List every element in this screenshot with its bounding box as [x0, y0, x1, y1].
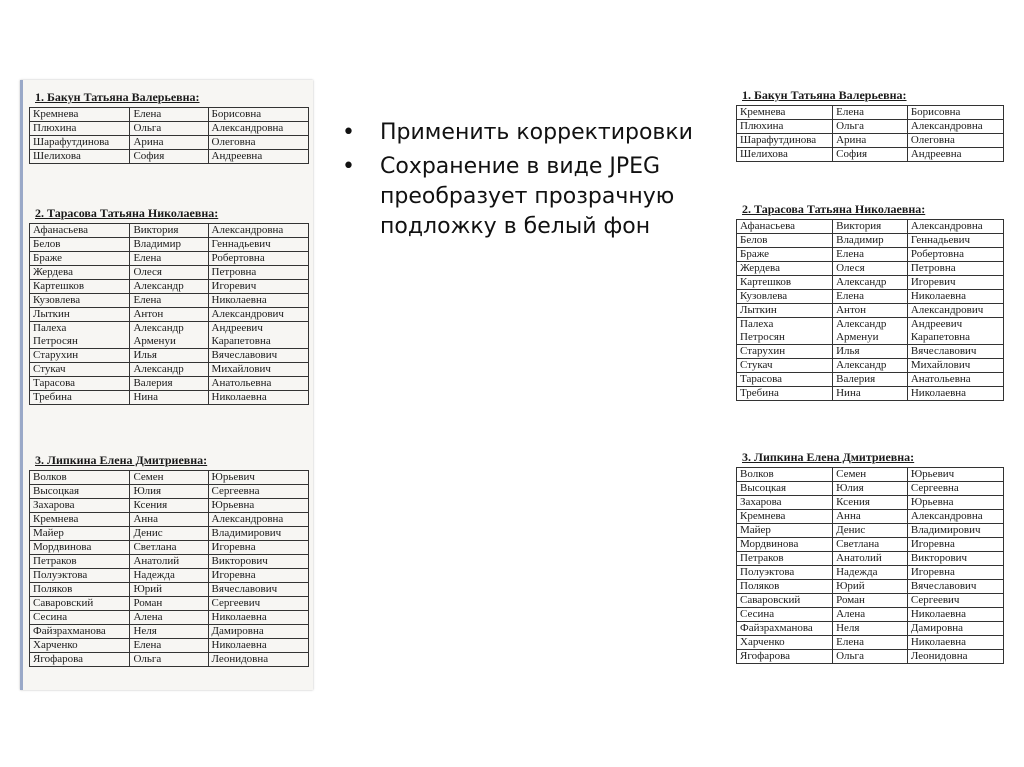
surname-cell: Ягофарова: [737, 650, 833, 664]
surname-cell: Волков: [737, 468, 833, 482]
patronymic-cell: Александровна: [907, 120, 1003, 134]
surname-cell: Высоцкая: [30, 485, 130, 499]
table-row: [737, 234, 1004, 248]
patronymic-cell: Александрович: [208, 308, 308, 322]
scanned-list-corrected: [730, 82, 1008, 687]
first-name-cell: Александр: [833, 276, 908, 290]
table-row: [737, 290, 1004, 304]
first-name-cell: Елена: [130, 108, 208, 122]
patronymic-cell: Геннадьевич: [208, 238, 308, 252]
first-name-cell: Ольга: [833, 650, 908, 664]
table-row: [30, 639, 309, 653]
table-row: [30, 349, 309, 363]
first-name-cell: Владимир: [130, 238, 208, 252]
bullet-item: [340, 118, 720, 148]
table-row: [737, 304, 1004, 318]
first-name-cell: Елена: [833, 636, 908, 650]
names-table: [736, 467, 1004, 664]
first-name-cell: Елена: [833, 106, 908, 120]
surname-cell: Высоцкая: [737, 482, 833, 496]
surname-cell: Сесина: [737, 608, 833, 622]
patronymic-cell: Юрьевич: [208, 471, 308, 485]
table-row: [30, 513, 309, 527]
surname-cell: Тарасова: [30, 377, 130, 391]
table-row: [30, 322, 309, 349]
table-row: [30, 625, 309, 639]
bullet-dot-icon: •: [342, 120, 355, 145]
bullet-dot-icon: •: [342, 154, 355, 179]
patronymic-cell: Олеговна: [208, 136, 308, 150]
names-table: [29, 470, 309, 667]
table-row: [737, 496, 1004, 510]
surname-cell: Лыткин: [737, 304, 833, 318]
patronymic-cell: Сергеевна: [208, 485, 308, 499]
first-name-cell: Семен: [833, 468, 908, 482]
patronymic-cell: Михайлович: [907, 359, 1003, 373]
surname-cell: Кремнева: [30, 513, 130, 527]
first-name-cell: Антон: [130, 308, 208, 322]
first-name-cell: Ольга: [833, 120, 908, 134]
table-row: [30, 108, 309, 122]
first-name-cell: Александр: [130, 363, 208, 377]
table-row: [737, 220, 1004, 234]
first-name-cell: Илья: [833, 345, 908, 359]
table-row: [737, 276, 1004, 290]
first-name-cell: Светлана: [833, 538, 908, 552]
group-title: 1. Бакун Татьяна Валерьевна:: [35, 90, 200, 104]
first-name-cell: Ксения: [130, 499, 208, 513]
patronymic-cell: Николаевна: [208, 294, 308, 308]
surname-cell: Шарафутдинова: [30, 136, 130, 150]
surname-cell: Старухин: [30, 349, 130, 363]
table-row: [30, 555, 309, 569]
first-name-cell: Светлана: [130, 541, 208, 555]
surname-cell: Захарова: [30, 499, 130, 513]
bullet-text: Сохранение в виде JPEG преобразует прозрачную подложку в белый фон: [380, 154, 675, 239]
first-name-cell: Валерия: [130, 377, 208, 391]
table-row: [737, 248, 1004, 262]
table-row: [30, 597, 309, 611]
first-name-cell: Арина: [130, 136, 208, 150]
patronymic-cell: Анатольевна: [208, 377, 308, 391]
patronymic-cell: Борисовна: [208, 108, 308, 122]
patronymic-cell: Олеговна: [907, 134, 1003, 148]
group-3: [29, 453, 309, 667]
table-row: [737, 318, 1004, 345]
group-title: 3. Липкина Елена Дмитриевна:: [35, 453, 208, 467]
surname-cell: Кремнева: [30, 108, 130, 122]
table-row: [737, 608, 1004, 622]
patronymic-cell: Борисовна: [907, 106, 1003, 120]
first-name-cell: Семен: [130, 471, 208, 485]
patronymic-cell: Сергеевич: [907, 594, 1003, 608]
first-name-cell: Елена: [130, 639, 208, 653]
patronymic-cell: Александрович: [907, 304, 1003, 318]
first-name-cell: Надежда: [833, 566, 908, 580]
surname-cell: Картешков: [737, 276, 833, 290]
table-row: [30, 224, 309, 238]
table-row: [30, 266, 309, 280]
table-row: [30, 391, 309, 405]
first-name-cell: София: [833, 148, 908, 162]
patronymic-cell: Петровна: [208, 266, 308, 280]
patronymic-cell: Николаевна: [208, 391, 308, 405]
table-row: [30, 377, 309, 391]
first-name-cell: Ксения: [833, 496, 908, 510]
group-1: [29, 90, 309, 164]
names-table: [736, 219, 1004, 401]
first-name-cell: Нина: [130, 391, 208, 405]
patronymic-cell: Юрьевна: [208, 499, 308, 513]
patronymic-cell: Андреевна: [907, 148, 1003, 162]
surname-cell: Кремнева: [737, 510, 833, 524]
surname-cell: Полуэктова: [737, 566, 833, 580]
surname-cell: Саваровский: [30, 597, 130, 611]
table-row: [30, 122, 309, 136]
surname-cell: Сесина: [30, 611, 130, 625]
patronymic-cell: Вячеславович: [208, 349, 308, 363]
first-name-cell: Надежда: [130, 569, 208, 583]
table-row: [737, 262, 1004, 276]
table-row: [30, 583, 309, 597]
patronymic-cell: Сергеевич: [208, 597, 308, 611]
patronymic-cell: Николаевна: [907, 290, 1003, 304]
surname-cell: Браже: [30, 252, 130, 266]
table-row: [30, 280, 309, 294]
surname-cell: Палеха Петросян: [737, 318, 833, 345]
names-table: [29, 107, 309, 164]
first-name-cell: Денис: [130, 527, 208, 541]
table-row: [737, 636, 1004, 650]
first-name-cell: Юлия: [833, 482, 908, 496]
table-row: [737, 566, 1004, 580]
patronymic-cell: Андреевна: [208, 150, 308, 164]
surname-cell: Шелихова: [30, 150, 130, 164]
first-name-cell: Ольга: [130, 653, 208, 667]
group-title: 2. Тарасова Татьяна Николаевна:: [742, 202, 926, 216]
table-row: [30, 363, 309, 377]
table-row: [30, 569, 309, 583]
first-name-cell: Алена: [130, 611, 208, 625]
table-row: [737, 552, 1004, 566]
first-name-cell: Елена: [833, 290, 908, 304]
patronymic-cell: Вячеславович: [208, 583, 308, 597]
table-row: [30, 238, 309, 252]
surname-cell: Петраков: [737, 552, 833, 566]
surname-cell: Плюхина: [737, 120, 833, 134]
table-row: [30, 308, 309, 322]
surname-cell: Жердева: [737, 262, 833, 276]
table-row: [30, 653, 309, 667]
table-row: [30, 611, 309, 625]
surname-cell: Стукач: [737, 359, 833, 373]
surname-cell: Волков: [30, 471, 130, 485]
patronymic-cell: Игоревич: [208, 280, 308, 294]
table-row: [737, 387, 1004, 401]
table-row: [737, 538, 1004, 552]
patronymic-cell: Николаевна: [208, 639, 308, 653]
group-title: 2. Тарасова Татьяна Николаевна:: [35, 206, 219, 220]
surname-cell: Белов: [30, 238, 130, 252]
first-name-cell: Елена: [130, 252, 208, 266]
patronymic-cell: Дамировна: [208, 625, 308, 639]
first-name-cell: Валерия: [833, 373, 908, 387]
patronymic-cell: Викторович: [907, 552, 1003, 566]
bullet-item: [340, 152, 720, 242]
patronymic-cell: Александровна: [208, 513, 308, 527]
patronymic-cell: Робертовна: [907, 248, 1003, 262]
first-name-cell: Елена: [130, 294, 208, 308]
table-row: [737, 373, 1004, 387]
surname-cell: Старухин: [737, 345, 833, 359]
surname-cell: Картешков: [30, 280, 130, 294]
surname-cell: Харченко: [737, 636, 833, 650]
table-row: [30, 541, 309, 555]
surname-cell: Белов: [737, 234, 833, 248]
patronymic-cell: Игоревна: [907, 566, 1003, 580]
patronymic-cell: Александровна: [907, 510, 1003, 524]
surname-cell: Полуэктова: [30, 569, 130, 583]
first-name-cell: Елена: [833, 248, 908, 262]
first-name-cell: Анна: [130, 513, 208, 527]
patronymic-cell: Николаевна: [907, 387, 1003, 401]
table-row: [737, 524, 1004, 538]
surname-cell: Ягофарова: [30, 653, 130, 667]
table-row: [30, 527, 309, 541]
first-name-cell: Роман: [833, 594, 908, 608]
surname-cell: Захарова: [737, 496, 833, 510]
first-name-cell: Роман: [130, 597, 208, 611]
first-name-cell: Олеся: [833, 262, 908, 276]
first-name-cell: Юрий: [833, 580, 908, 594]
table-row: [30, 136, 309, 150]
first-name-cell: Неля: [833, 622, 908, 636]
surname-cell: Петраков: [30, 555, 130, 569]
first-name-cell: Виктория: [130, 224, 208, 238]
surname-cell: Тарасова: [737, 373, 833, 387]
table-row: [737, 580, 1004, 594]
surname-cell: Саваровский: [737, 594, 833, 608]
first-name-cell: Олеся: [130, 266, 208, 280]
first-name-cell: Владимир: [833, 234, 908, 248]
bullet-list: [340, 118, 720, 246]
patronymic-cell: Вячеславович: [907, 345, 1003, 359]
first-name-cell: Анатолий: [833, 552, 908, 566]
patronymic-cell: Андреевич Карапетовна: [208, 322, 308, 349]
surname-cell: Файзрахманова: [30, 625, 130, 639]
surname-cell: Стукач: [30, 363, 130, 377]
table-row: [737, 650, 1004, 664]
patronymic-cell: Игоревич: [907, 276, 1003, 290]
group-title: 3. Липкина Елена Дмитриевна:: [742, 450, 915, 464]
table-row: [737, 594, 1004, 608]
table-row: [737, 120, 1004, 134]
patronymic-cell: Александровна: [208, 122, 308, 136]
patronymic-cell: Анатольевна: [907, 373, 1003, 387]
surname-cell: Майер: [30, 527, 130, 541]
patronymic-cell: Николаевна: [208, 611, 308, 625]
surname-cell: Майер: [737, 524, 833, 538]
surname-cell: Афанасьева: [737, 220, 833, 234]
surname-cell: Файзрахманова: [737, 622, 833, 636]
surname-cell: Браже: [737, 248, 833, 262]
table-row: [737, 345, 1004, 359]
table-row: [30, 150, 309, 164]
table-row: [30, 499, 309, 513]
first-name-cell: Александр: [130, 280, 208, 294]
table-row: [737, 482, 1004, 496]
surname-cell: Мордвинова: [30, 541, 130, 555]
table-row: [737, 468, 1004, 482]
surname-cell: Поляков: [30, 583, 130, 597]
surname-cell: Кузовлева: [30, 294, 130, 308]
patronymic-cell: Александровна: [907, 220, 1003, 234]
surname-cell: Мордвинова: [737, 538, 833, 552]
group-3: [736, 450, 1004, 664]
group-2: [736, 202, 1004, 401]
first-name-cell: Неля: [130, 625, 208, 639]
table-row: [30, 485, 309, 499]
patronymic-cell: Владимирович: [907, 524, 1003, 538]
patronymic-cell: Дамировна: [907, 622, 1003, 636]
surname-cell: Требина: [30, 391, 130, 405]
table-row: [737, 510, 1004, 524]
first-name-cell: Виктория: [833, 220, 908, 234]
table-row: [737, 148, 1004, 162]
names-table: [29, 223, 309, 405]
patronymic-cell: Игоревна: [208, 569, 308, 583]
table-row: [737, 106, 1004, 120]
patronymic-cell: Юрьевна: [907, 496, 1003, 510]
patronymic-cell: Юрьевич: [907, 468, 1003, 482]
surname-cell: Требина: [737, 387, 833, 401]
group-2: [29, 206, 309, 405]
surname-cell: Кузовлева: [737, 290, 833, 304]
surname-cell: Жердева: [30, 266, 130, 280]
first-name-cell: Арина: [833, 134, 908, 148]
group-1: [736, 88, 1004, 162]
patronymic-cell: Леонидовна: [208, 653, 308, 667]
surname-cell: Афанасьева: [30, 224, 130, 238]
first-name-cell: София: [130, 150, 208, 164]
scanned-list-original: [20, 80, 313, 690]
table-row: [30, 252, 309, 266]
patronymic-cell: Сергеевна: [907, 482, 1003, 496]
first-name-cell: Нина: [833, 387, 908, 401]
patronymic-cell: Робертовна: [208, 252, 308, 266]
patronymic-cell: Геннадьевич: [907, 234, 1003, 248]
patronymic-cell: Леонидовна: [907, 650, 1003, 664]
patronymic-cell: Викторович: [208, 555, 308, 569]
bullet-text: Применить корректировки: [380, 120, 693, 145]
first-name-cell: Александр: [833, 359, 908, 373]
surname-cell: Харченко: [30, 639, 130, 653]
patronymic-cell: Андреевич Карапетовна: [907, 318, 1003, 345]
first-name-cell: Александр Арменуи: [130, 322, 208, 349]
first-name-cell: Илья: [130, 349, 208, 363]
surname-cell: Лыткин: [30, 308, 130, 322]
first-name-cell: Юлия: [130, 485, 208, 499]
surname-cell: Плюхина: [30, 122, 130, 136]
first-name-cell: Алена: [833, 608, 908, 622]
patronymic-cell: Петровна: [907, 262, 1003, 276]
surname-cell: Шарафутдинова: [737, 134, 833, 148]
patronymic-cell: Игоревна: [907, 538, 1003, 552]
surname-cell: Поляков: [737, 580, 833, 594]
table-row: [737, 622, 1004, 636]
table-row: [30, 471, 309, 485]
group-title: 1. Бакун Татьяна Валерьевна:: [742, 88, 907, 102]
table-row: [737, 134, 1004, 148]
surname-cell: Шелихова: [737, 148, 833, 162]
first-name-cell: Александр Арменуи: [833, 318, 908, 345]
first-name-cell: Юрий: [130, 583, 208, 597]
first-name-cell: Анна: [833, 510, 908, 524]
first-name-cell: Антон: [833, 304, 908, 318]
patronymic-cell: Вячеславович: [907, 580, 1003, 594]
patronymic-cell: Владимирович: [208, 527, 308, 541]
first-name-cell: Денис: [833, 524, 908, 538]
surname-cell: Палеха Петросян: [30, 322, 130, 349]
patronymic-cell: Николаевна: [907, 636, 1003, 650]
surname-cell: Кремнева: [737, 106, 833, 120]
names-table: [736, 105, 1004, 162]
first-name-cell: Анатолий: [130, 555, 208, 569]
patronymic-cell: Михайлович: [208, 363, 308, 377]
first-name-cell: Ольга: [130, 122, 208, 136]
patronymic-cell: Игоревна: [208, 541, 308, 555]
table-row: [737, 359, 1004, 373]
patronymic-cell: Николаевна: [907, 608, 1003, 622]
patronymic-cell: Александровна: [208, 224, 308, 238]
table-row: [30, 294, 309, 308]
